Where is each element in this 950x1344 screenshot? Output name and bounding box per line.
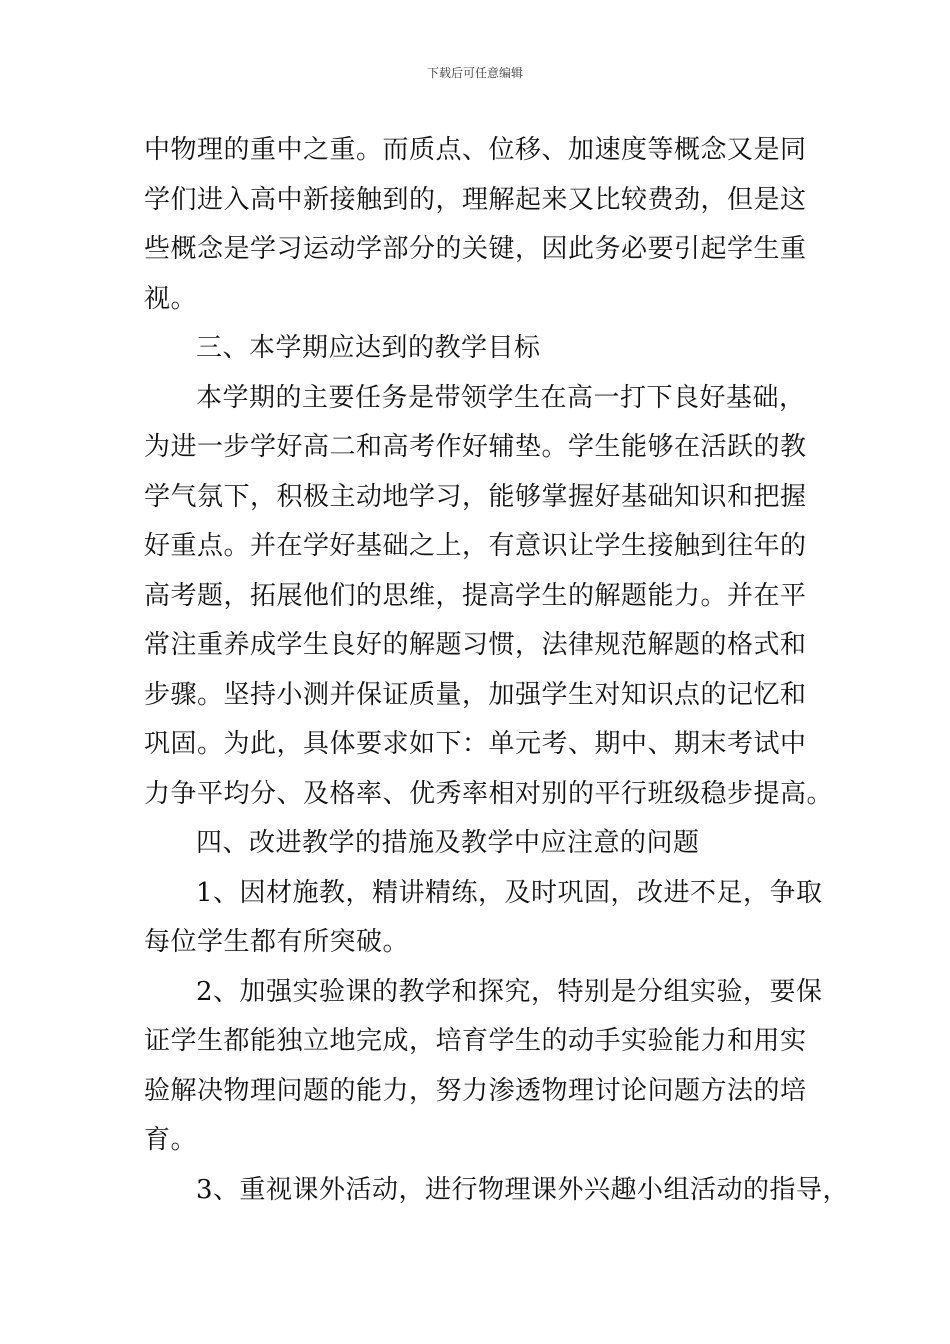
text-line: 育。 [144, 1125, 198, 1155]
text-line: 巩固。为此，具体要求如下：单元考、期中、期末考试中 [144, 729, 807, 759]
text-line: 3、重视课外活动，进行物理课外兴趣小组活动的指导， [196, 1174, 850, 1205]
text-line: 学们进入高中新接触到的，理解起来又比较费劲，但是这 [144, 184, 807, 215]
page-header: 下载后可任意编辑 [426, 66, 523, 80]
text-line: 为进一步学好高二和高考作好辅垫。学生能够在活跃的教 [144, 432, 807, 462]
text-line: 常注重养成学生良好的解题习惯，法律规范解题的格式和 [144, 630, 807, 660]
text-line: 验解决物理问题的能力，努力渗透物理讨论问题方法的培 [144, 1075, 807, 1106]
text-line: 中物理的重中之重。而质点、位移、加速度等概念又是同 [144, 135, 807, 165]
text-line: 步骤。坚持小测并保证质量，加强学生对知识点的记忆和 [144, 679, 807, 710]
text-line: 些概念是学习运动学部分的关键，因此务必要引起学生重 [144, 234, 807, 264]
text-line: 证学生都能独立地完成，培育学生的动手实验能力和用实 [144, 1026, 807, 1056]
section-heading: 三、本学期应达到的教学目标 [196, 333, 541, 363]
text-line: 每位学生都有所突破。 [144, 927, 410, 957]
text-line: 本学期的主要任务是带领学生在高一打下良好基础， [196, 382, 806, 413]
document-body [144, 126, 850, 1215]
text-line: 力争平均分、及格率、优秀率相对别的平行班级稳步提高。 [144, 778, 834, 809]
text-line: 视。 [144, 283, 198, 314]
text-line: 1、因材施教，精讲精练，及时巩固，改进不足，争取 [196, 877, 823, 908]
text-line: 2、加强实验课的教学和探究，特别是分组实验，要保 [196, 976, 823, 1007]
text-line: 学气氛下，积极主动地学习，能够掌握好基础知识和把握 [144, 481, 807, 512]
text-line: 高考题，拓展他们的思维，提高学生的解题能力。并在平 [144, 580, 807, 611]
section-heading: 四、改进教学的措施及教学中应注意的问题 [196, 828, 700, 858]
text-line: 好重点。并在学好基础之上，有意识让学生接触到往年的 [144, 531, 807, 561]
